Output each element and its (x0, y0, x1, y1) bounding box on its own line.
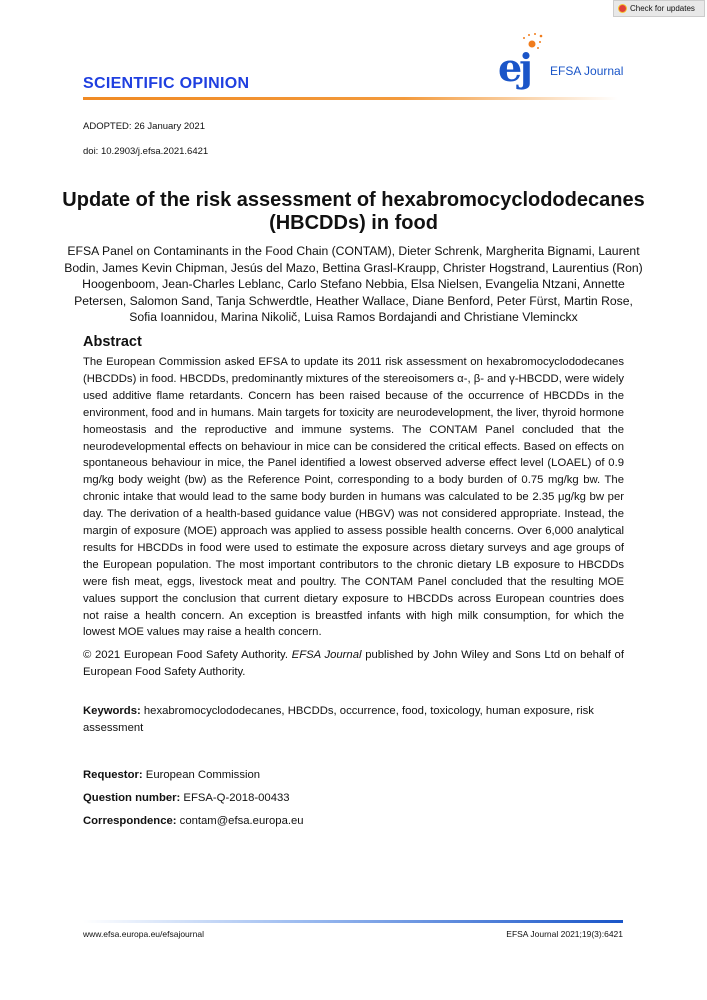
question-number-label: Question number: (83, 792, 181, 804)
requestor-label: Requestor: (83, 769, 143, 781)
copyright-post: published by John Wiley and Sons Ltd on behalf of European Food Safety Authority. (83, 649, 624, 679)
info-block (83, 767, 624, 829)
question-number-value: EFSA-Q-2018-00433 (180, 792, 290, 804)
author-list: EFSA Panel on Contaminants in the Food Chain (CONTAM), Dieter Schrenk, Margherita Bignami, Laurent Bodin, James Kevin Chipman, Jesús del Mazo, Bettina Grasl-Kraupp, Christer Hogstrand, Laurentius (Ron) Hoogenboom, Jean-Charles Leblanc, Carlo Stefano Nebbia, Elsa Nielsen, Evangelia Ntzani, Annette Petersen, Salomon Sand, Tanja Schwerdtle, Heather Wallace, Diane Benford, Peter Fürst, Martin Rose, Sofia Ioannidou, Marina Nikolič, Luisa Ramos Bordajandi and Christiane Vleminckx (64, 244, 643, 325)
footer-citation: EFSA Journal 2021;19(3):6421 (506, 929, 623, 939)
check-for-updates-button[interactable] (613, 0, 705, 17)
check-for-updates-label: Check for updates (630, 4, 695, 13)
keywords-label: Keywords: (83, 705, 141, 718)
main-column (62, 0, 645, 836)
keywords (83, 703, 624, 737)
logo-name: EFSA Journal (550, 64, 624, 78)
requestor (83, 767, 624, 783)
footer-rule (83, 920, 623, 923)
correspondence-email[interactable]: contam@efsa.europa.eu (176, 815, 304, 827)
footer-url[interactable]: www.efsa.europa.eu/efsajournal (83, 929, 204, 939)
copyright (83, 647, 624, 681)
keywords-text: hexabromocyclododecanes, HBCDDs, occurrence, food, toxicology, human exposure, risk assessment (83, 705, 594, 735)
logo-mark: ej (498, 45, 530, 90)
paper-title: Update of the risk assessment of hexabromocyclododecanes (HBCDDs) in food (62, 189, 645, 234)
question-number (83, 790, 624, 806)
doi: doi: 10.2903/j.efsa.2021.6421 (83, 146, 209, 157)
abstract-text: The European Commission asked EFSA to update its 2011 risk assessment on hexabromocyclododecanes (HBCDDs) in food. HBCDDs, predominantly mixtures of the stereoisomers α-, β- and γ-HBCDD, were widely used additive flame retardants. Concern has been raised because of the occurrence of HBCDDs in the environment, food and in humans. Main targets for toxicity are neurodevelopment, the liver, thyroid hormone homeostasis and the reproductive and immune systems. The CONTAM Panel concluded that the neurodevelopmental effects on behaviour in mice can be considered the critical effects. Based on effects on spontaneous behaviour in mice, the Panel identified a lowest observed adverse effect level (LOAEL) of 0.9 mg/kg body weight (bw) as the Reference Point, corresponding to a body burden of 0.75 mg/kg bw. The chronic intake that would lead to the same body burden in humans was calculated to be 2.35 μg/kg bw per day. The derivation of a health-based guidance value (HBGV) was not considered appropriate. Instead, the margin of exposure (MOE) approach was applied to assess possible health concerns. Over 6,000 analytical results for HBCDDs in food were used to estimate the exposure across dietary surveys and age groups of the European population. The most important contributors to the chronic dietary LB exposure to HBCDDs were fish meat, eggs, livestock meat and poultry. The CONTAM Panel concluded that the resulting MOE values support the conclusion that current dietary exposure to HBCDDs across European countries does not raise a health concern. An exception is breastfed infants with high milk consumption, for which the lowest MOE values may raise a health concern. (83, 355, 624, 639)
section-label: SCIENTIFIC OPINION (83, 75, 250, 92)
copyright-pre: © 2021 European Food Safety Authority. (83, 649, 292, 662)
adopted-date: ADOPTED: 26 January 2021 (83, 121, 205, 132)
abstract-heading: Abstract (83, 333, 142, 350)
correspondence-label: Correspondence: (83, 815, 177, 827)
copyright-journal: EFSA Journal (291, 649, 362, 662)
correspondence (83, 813, 624, 829)
requestor-value: European Commission (142, 769, 261, 781)
